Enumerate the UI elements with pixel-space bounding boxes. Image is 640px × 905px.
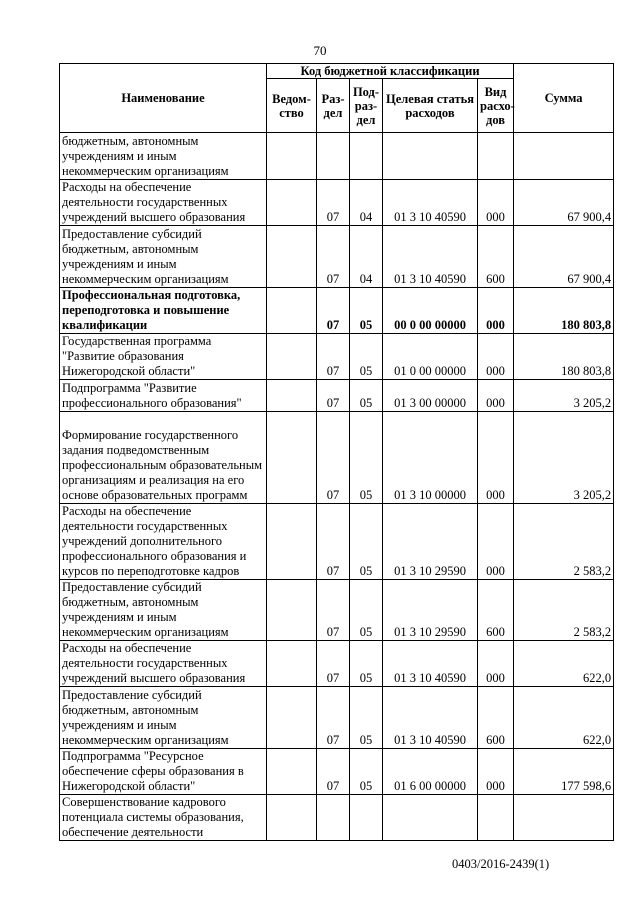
row-vid-rashodov: 600 bbox=[478, 226, 514, 288]
row-sum: 67 900,4 bbox=[514, 226, 614, 288]
row-vid-rashodov: 000 bbox=[478, 749, 514, 795]
table-row bbox=[60, 226, 614, 288]
row-celevaya-statya: 00 0 00 00000 bbox=[383, 288, 478, 334]
header-sum: Сумма bbox=[514, 64, 614, 133]
header-podrazdel: Под-раз-дел bbox=[350, 79, 383, 133]
row-razdel: 07 bbox=[317, 504, 350, 580]
row-vid-rashodov: 000 bbox=[478, 412, 514, 504]
row-razdel: 07 bbox=[317, 580, 350, 641]
row-vedomstvo bbox=[267, 288, 317, 334]
row-podrazdel: 05 bbox=[350, 641, 383, 687]
row-name: Формирование государственного задания подведомственным профессиональным образовательным организациям и реализация на его основе образовательных программ bbox=[60, 412, 267, 504]
row-celevaya-statya: 01 3 10 29590 bbox=[383, 580, 478, 641]
row-vedomstvo bbox=[267, 334, 317, 380]
row-vedomstvo bbox=[267, 133, 317, 180]
table-row bbox=[60, 334, 614, 380]
document-code: 0403/2016-2439(1) bbox=[452, 857, 550, 871]
row-sum: 622,0 bbox=[514, 641, 614, 687]
row-celevaya-statya: 01 3 10 40590 bbox=[383, 641, 478, 687]
row-vedomstvo bbox=[267, 412, 317, 504]
header-name: Наименование bbox=[60, 64, 267, 133]
page-number: 70 bbox=[313, 43, 327, 58]
row-podrazdel: 05 bbox=[350, 580, 383, 641]
row-celevaya-statya: 01 0 00 00000 bbox=[383, 334, 478, 380]
row-podrazdel: 05 bbox=[350, 687, 383, 749]
row-sum: 2 583,2 bbox=[514, 504, 614, 580]
row-razdel bbox=[317, 795, 350, 841]
row-podrazdel: 05 bbox=[350, 412, 383, 504]
row-razdel bbox=[317, 133, 350, 180]
table-row bbox=[60, 504, 614, 580]
row-sum: 3 205,2 bbox=[514, 380, 614, 412]
row-podrazdel bbox=[350, 133, 383, 180]
row-vedomstvo bbox=[267, 641, 317, 687]
row-podrazdel: 05 bbox=[350, 288, 383, 334]
table-row bbox=[60, 580, 614, 641]
row-vedomstvo bbox=[267, 226, 317, 288]
row-celevaya-statya bbox=[383, 795, 478, 841]
row-name: Расходы на обеспечение деятельности государственных учреждений высшего образования bbox=[60, 180, 267, 226]
row-vid-rashodov: 600 bbox=[478, 687, 514, 749]
row-vid-rashodov: 000 bbox=[478, 641, 514, 687]
row-sum: 67 900,4 bbox=[514, 180, 614, 226]
row-vid-rashodov: 000 bbox=[478, 180, 514, 226]
row-celevaya-statya: 01 3 10 29590 bbox=[383, 504, 478, 580]
header-vedomstvo: Ведом-ство bbox=[267, 79, 317, 133]
row-vedomstvo bbox=[267, 749, 317, 795]
row-razdel: 07 bbox=[317, 749, 350, 795]
row-razdel: 07 bbox=[317, 687, 350, 749]
table-row bbox=[60, 180, 614, 226]
table-row bbox=[60, 288, 614, 334]
row-podrazdel: 04 bbox=[350, 180, 383, 226]
row-vid-rashodov bbox=[478, 133, 514, 180]
row-sum: 180 803,8 bbox=[514, 334, 614, 380]
row-name: Профессиональная подготовка, переподготовка и повышение квалификации bbox=[60, 288, 267, 334]
row-sum: 2 583,2 bbox=[514, 580, 614, 641]
row-celevaya-statya bbox=[383, 133, 478, 180]
table-row bbox=[60, 133, 614, 180]
table-row bbox=[60, 687, 614, 749]
table-row bbox=[60, 641, 614, 687]
header-razdel: Раз-дел bbox=[317, 79, 350, 133]
row-podrazdel: 05 bbox=[350, 380, 383, 412]
row-name: Предоставление субсидий бюджетным, автономным учреждениям и иным некоммерческим организациям bbox=[60, 226, 267, 288]
row-name: Подпрограмма "Ресурсное обеспечение сферы образования в Нижегородской области" bbox=[60, 749, 267, 795]
row-sum bbox=[514, 133, 614, 180]
header-celevaya-statya: Целевая статья расходов bbox=[383, 79, 478, 133]
row-podrazdel: 05 bbox=[350, 504, 383, 580]
row-razdel: 07 bbox=[317, 380, 350, 412]
row-celevaya-statya: 01 6 00 00000 bbox=[383, 749, 478, 795]
row-razdel: 07 bbox=[317, 226, 350, 288]
row-razdel: 07 bbox=[317, 334, 350, 380]
table-row bbox=[60, 380, 614, 412]
row-celevaya-statya: 01 3 10 40590 bbox=[383, 180, 478, 226]
row-name: Предоставление субсидий бюджетным, автономным учреждениям и иным некоммерческим организациям bbox=[60, 580, 267, 641]
row-vedomstvo bbox=[267, 380, 317, 412]
row-sum: 177 598,6 bbox=[514, 749, 614, 795]
table-row bbox=[60, 749, 614, 795]
row-name: Расходы на обеспечение деятельности государственных учреждений высшего образования bbox=[60, 641, 267, 687]
row-vedomstvo bbox=[267, 795, 317, 841]
row-razdel: 07 bbox=[317, 412, 350, 504]
table-row bbox=[60, 412, 614, 504]
row-name: Расходы на обеспечение деятельности государственных учреждений дополнительного профессионального образования и курсов по переподготовке кадров bbox=[60, 504, 267, 580]
row-vid-rashodov: 000 bbox=[478, 380, 514, 412]
row-vedomstvo bbox=[267, 580, 317, 641]
table-row bbox=[60, 795, 614, 841]
row-sum bbox=[514, 795, 614, 841]
row-vid-rashodov: 000 bbox=[478, 288, 514, 334]
row-vedomstvo bbox=[267, 504, 317, 580]
row-razdel: 07 bbox=[317, 641, 350, 687]
budget-table bbox=[59, 63, 614, 841]
row-name: Совершенствование кадрового потенциала системы образования, обеспечение деятельности bbox=[60, 795, 267, 841]
row-celevaya-statya: 01 3 00 00000 bbox=[383, 380, 478, 412]
row-podrazdel: 05 bbox=[350, 334, 383, 380]
row-celevaya-statya: 01 3 10 00000 bbox=[383, 412, 478, 504]
row-name: Государственная программа "Развитие образования Нижегородской области" bbox=[60, 334, 267, 380]
row-name: Подпрограмма "Развитие профессионального образования" bbox=[60, 380, 267, 412]
row-name: Предоставление субсидий бюджетным, автономным учреждениям и иным некоммерческим организациям bbox=[60, 687, 267, 749]
row-vedomstvo bbox=[267, 687, 317, 749]
row-podrazdel bbox=[350, 795, 383, 841]
row-podrazdel: 04 bbox=[350, 226, 383, 288]
row-sum: 180 803,8 bbox=[514, 288, 614, 334]
row-sum: 622,0 bbox=[514, 687, 614, 749]
row-podrazdel: 05 bbox=[350, 749, 383, 795]
header-classification-code: Код бюджетной классификации bbox=[267, 64, 514, 79]
row-vid-rashodov: 000 bbox=[478, 334, 514, 380]
row-razdel: 07 bbox=[317, 288, 350, 334]
row-vedomstvo bbox=[267, 180, 317, 226]
row-vid-rashodov: 600 bbox=[478, 580, 514, 641]
header-vid-rashodov: Вид расхо-дов bbox=[478, 79, 514, 133]
row-celevaya-statya: 01 3 10 40590 bbox=[383, 687, 478, 749]
row-sum: 3 205,2 bbox=[514, 412, 614, 504]
row-vid-rashodov bbox=[478, 795, 514, 841]
row-razdel: 07 bbox=[317, 180, 350, 226]
row-vid-rashodov: 000 bbox=[478, 504, 514, 580]
row-celevaya-statya: 01 3 10 40590 bbox=[383, 226, 478, 288]
row-name: бюджетным, автономным учреждениям и иным некоммерческим организациям bbox=[60, 133, 267, 180]
